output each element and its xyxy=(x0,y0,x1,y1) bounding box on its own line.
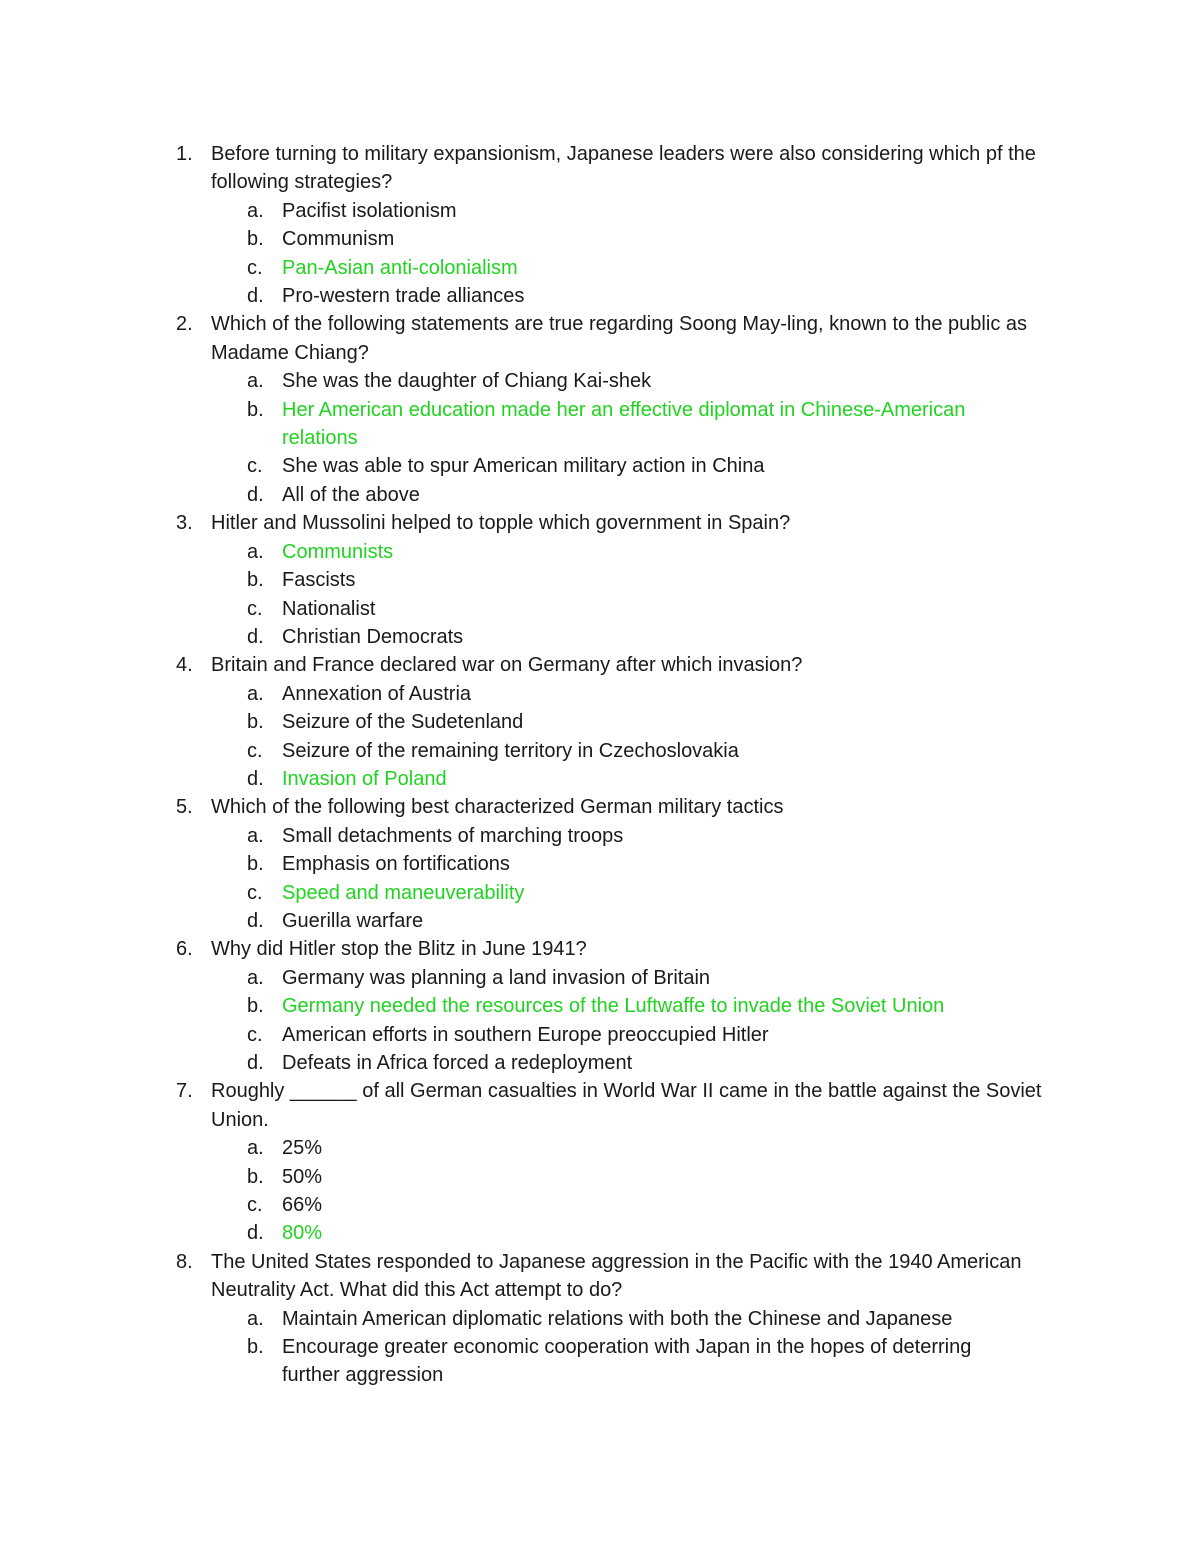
question-text: Which of the following best characterized German military tactics xyxy=(211,796,784,819)
option-letter: b. xyxy=(247,711,264,734)
answer-option xyxy=(0,1163,1200,1191)
option-letter: a. xyxy=(247,540,264,563)
question-text: Which of the following statements are true regarding Soong May-ling, known to the public as Madame Chiang? xyxy=(211,313,1027,364)
option-text: She was the daughter of Chiang Kai-shek xyxy=(282,370,652,393)
answer-option-correct xyxy=(0,879,1200,907)
option-text: Guerilla warfare xyxy=(282,909,424,932)
question-list xyxy=(0,140,1200,1390)
option-letter: b. xyxy=(247,853,264,876)
answer-options xyxy=(0,1305,1200,1390)
answer-option xyxy=(0,452,1200,480)
question-text: The United States responded to Japanese aggression in the Pacific with the 1940 American Neutrality Act. What did this Act attempt to do? xyxy=(211,1250,1022,1302)
option-text: 80% xyxy=(282,1222,323,1245)
option-letter: b. xyxy=(247,569,264,592)
option-text: Communists xyxy=(282,540,394,563)
option-letter: c. xyxy=(247,455,263,478)
answer-option xyxy=(0,282,1200,310)
answer-options xyxy=(0,197,1200,311)
question-8 xyxy=(0,1248,1200,1390)
question-text: Why did Hitler stop the Blitz in June 1941? xyxy=(211,938,587,961)
option-text: 66% xyxy=(282,1194,323,1217)
question-number: 2. xyxy=(176,313,193,336)
answer-options xyxy=(0,680,1200,794)
option-text: American efforts in southern Europe preoccupied Hitler xyxy=(282,1023,769,1046)
answer-options xyxy=(0,367,1200,509)
answer-option-correct xyxy=(0,992,1200,1020)
answer-option xyxy=(0,1333,1200,1390)
option-text: Pacifist isolationism xyxy=(282,199,457,222)
option-text: Pan-Asian anti-colonialism xyxy=(282,256,518,279)
option-letter: a. xyxy=(247,824,264,847)
option-letter: d. xyxy=(247,909,264,932)
option-letter: c. xyxy=(247,881,263,904)
option-text: Emphasis on fortifications xyxy=(282,853,510,876)
question-number: 4. xyxy=(176,654,193,677)
question-text: Hitler and Mussolini helped to topple which government in Spain? xyxy=(211,512,791,535)
option-text: 25% xyxy=(282,1137,323,1160)
answer-option-correct xyxy=(0,538,1200,566)
answer-options xyxy=(0,538,1200,652)
option-letter: d. xyxy=(247,483,264,506)
question-number: 1. xyxy=(176,143,193,165)
option-text: Nationalist xyxy=(282,597,376,620)
question-text: Britain and France declared war on Germany after which invasion? xyxy=(211,654,803,677)
option-text: Christian Democrats xyxy=(282,625,464,648)
option-text: Germany needed the resources of the Luftwaffe to invade the Soviet Union xyxy=(282,995,945,1018)
option-text: Communism xyxy=(282,228,395,251)
option-letter: d. xyxy=(247,625,264,648)
option-letter: c. xyxy=(247,256,263,279)
answer-option-correct xyxy=(0,396,1200,453)
question-text: Roughly ______ of all German casualties in World War II came in the battle against the Soviet Union. xyxy=(211,1080,1042,1131)
question-7 xyxy=(0,1077,1200,1247)
question-number: 7. xyxy=(176,1080,193,1103)
answer-option xyxy=(0,481,1200,509)
option-letter: d. xyxy=(247,1222,264,1245)
answer-option-correct xyxy=(0,765,1200,793)
option-letter: c. xyxy=(247,1194,263,1217)
option-text: Annexation of Austria xyxy=(282,682,472,705)
option-text: Small detachments of marching troops xyxy=(282,824,624,847)
answer-option xyxy=(0,1134,1200,1162)
answer-option xyxy=(0,1049,1200,1077)
question-6 xyxy=(0,935,1200,1077)
question-2 xyxy=(0,310,1200,509)
answer-option xyxy=(0,595,1200,623)
answer-option xyxy=(0,1305,1200,1333)
option-text: All of the above xyxy=(282,483,420,506)
answer-options xyxy=(0,822,1200,936)
option-text: Pro-western trade alliances xyxy=(282,285,525,308)
answer-options xyxy=(0,964,1200,1078)
answer-option xyxy=(0,1021,1200,1049)
option-letter: a. xyxy=(247,199,264,222)
answer-option xyxy=(0,566,1200,594)
answer-option xyxy=(0,907,1200,935)
answer-options xyxy=(0,1134,1200,1248)
question-3 xyxy=(0,509,1200,651)
option-letter: b. xyxy=(247,1336,264,1359)
option-letter: d. xyxy=(247,1052,264,1074)
option-text: Fascists xyxy=(282,569,356,592)
question-text: Before turning to military expansionism, Japanese leaders were also considering which pf the following strategies? xyxy=(211,143,1036,194)
option-letter: a. xyxy=(247,1307,264,1330)
question-1 xyxy=(0,140,1200,310)
option-letter: a. xyxy=(247,966,264,989)
option-text: Encourage greater economic cooperation with Japan in the hopes of deterring further aggression xyxy=(282,1336,972,1387)
answer-option-correct xyxy=(0,254,1200,282)
option-letter: b. xyxy=(247,398,264,421)
answer-option xyxy=(0,623,1200,651)
option-letter: a. xyxy=(247,1137,264,1160)
answer-option xyxy=(0,850,1200,878)
answer-option xyxy=(0,964,1200,992)
option-text: Maintain American diplomatic relations with both the Chinese and Japanese xyxy=(282,1307,953,1330)
option-text: Germany was planning a land invasion of Britain xyxy=(282,966,711,989)
question-number: 6. xyxy=(176,938,193,961)
answer-option xyxy=(0,737,1200,765)
option-text: Her American education made her an effective diplomat in Chinese-American relations xyxy=(282,398,966,450)
option-letter: c. xyxy=(247,739,263,762)
answer-option xyxy=(0,1191,1200,1219)
answer-option xyxy=(0,680,1200,708)
option-letter: b. xyxy=(247,995,264,1018)
question-5 xyxy=(0,793,1200,935)
option-text: 50% xyxy=(282,1165,323,1188)
option-letter: a. xyxy=(247,370,264,393)
option-letter: b. xyxy=(247,1165,264,1188)
option-letter: c. xyxy=(247,1023,263,1046)
option-text: Speed and maneuverability xyxy=(282,881,525,904)
answer-option xyxy=(0,822,1200,850)
option-text: Seizure of the Sudetenland xyxy=(282,711,524,734)
option-text: Seizure of the remaining territory in Czechoslovakia xyxy=(282,739,739,762)
answer-option xyxy=(0,225,1200,253)
answer-option xyxy=(0,367,1200,395)
option-text: Defeats in Africa forced a redeployment xyxy=(282,1052,633,1074)
option-letter: b. xyxy=(247,228,264,251)
option-letter: a. xyxy=(247,682,264,705)
option-letter: d. xyxy=(247,285,264,308)
option-letter: d. xyxy=(247,767,264,790)
option-letter: c. xyxy=(247,597,263,620)
answer-option-correct xyxy=(0,1219,1200,1247)
question-number: 8. xyxy=(176,1250,193,1273)
question-number: 5. xyxy=(176,796,193,819)
option-text: Invasion of Poland xyxy=(282,767,447,790)
question-4 xyxy=(0,651,1200,793)
option-text: She was able to spur American military action in China xyxy=(282,455,765,478)
question-number: 3. xyxy=(176,512,193,535)
answer-option xyxy=(0,197,1200,225)
answer-option xyxy=(0,708,1200,736)
